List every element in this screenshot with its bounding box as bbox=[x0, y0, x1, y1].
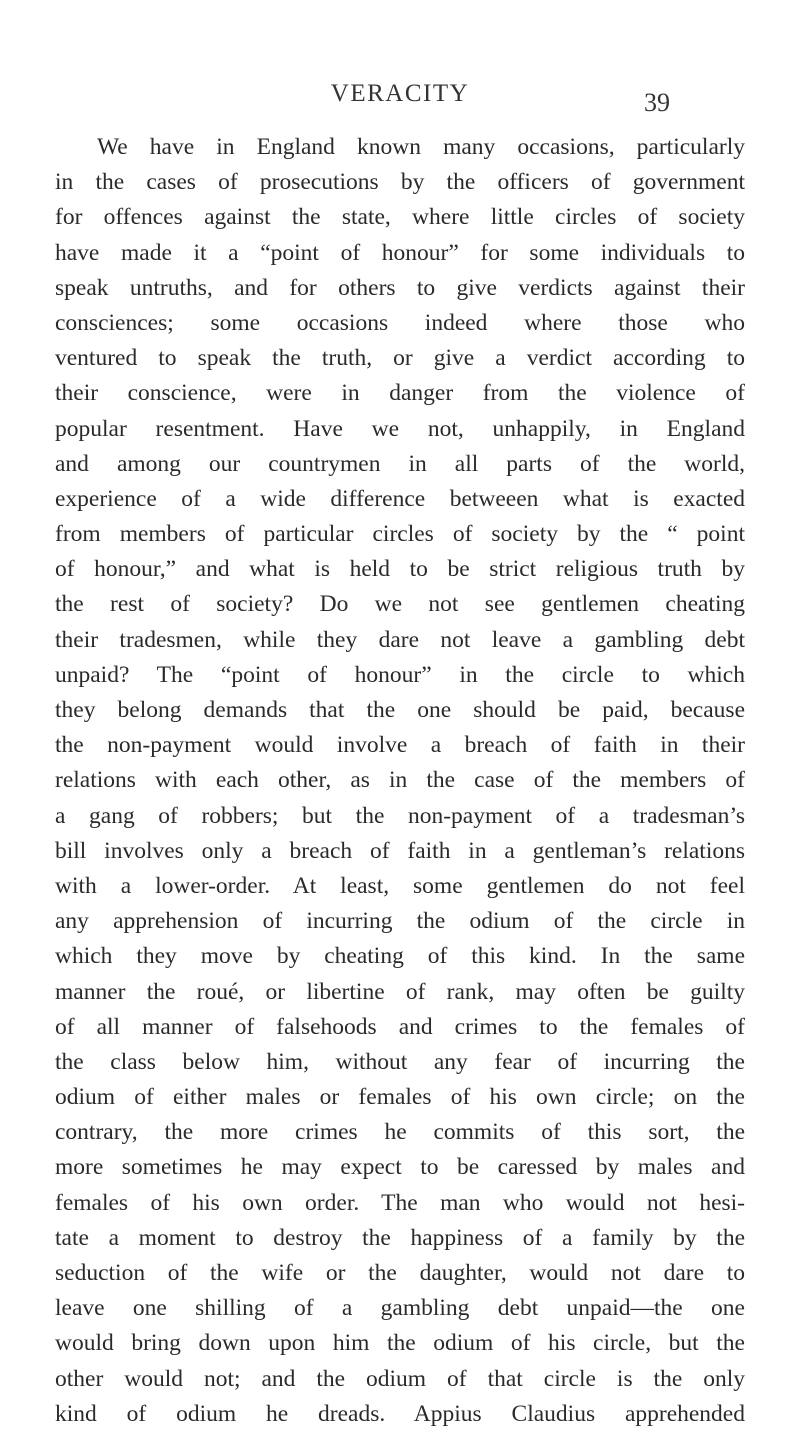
running-title: VERACITY bbox=[330, 80, 470, 107]
text-line: from members of particular circles of society by the “ point bbox=[55, 521, 745, 548]
text-line: their tradesmen, while they dare not leave a gambling debt bbox=[55, 626, 745, 653]
text-line: any apprehension of incurring the odium of the circle in bbox=[55, 908, 745, 935]
text-line: experience of a wide difference betweeen what is exacted bbox=[55, 485, 745, 512]
text-line: unpaid? The “point of honour” in the circle to which bbox=[55, 661, 745, 688]
text-line: females of his own order. The man who would not hesi- bbox=[55, 1189, 745, 1216]
text-line: We have in England known many occasions, particularly bbox=[97, 134, 745, 160]
text-line: for offences against the state, where little circles of society bbox=[55, 204, 745, 231]
page-number: 39 bbox=[644, 88, 670, 117]
text-line: kind of odium he dreads. Appius Claudius apprehended bbox=[55, 1400, 745, 1427]
text-line: more sometimes he may expect to be caressed by males and bbox=[55, 1154, 745, 1181]
running-head bbox=[0, 80, 800, 120]
text-line: have made it a “point of honour” for some individuals to bbox=[55, 239, 745, 266]
text-line: the non-payment would involve a breach of faith in their bbox=[55, 732, 745, 759]
body-paragraph bbox=[55, 130, 745, 1432]
text-line: odium of either males or females of his own circle; on the bbox=[55, 1084, 745, 1111]
text-line: the rest of society? Do we not see gentlemen cheating bbox=[55, 591, 745, 618]
text-line: leave one shilling of a gambling debt unpaid—the one bbox=[55, 1295, 745, 1322]
text-line: manner the roué, or libertine of rank, may often be guilty bbox=[55, 978, 745, 1005]
text-line: which they move by cheating of this kind. In the same bbox=[55, 943, 745, 970]
text-line: of all manner of falsehoods and crimes to the females of bbox=[55, 1013, 745, 1040]
text-line: and among our countrymen in all parts of the world, bbox=[55, 450, 745, 477]
text-line: the class below him, without any fear of incurring the bbox=[55, 1048, 745, 1075]
text-line: they belong demands that the one should be paid, because bbox=[55, 697, 745, 723]
text-line: a gang of robbers; but the non-payment of a tradesman’s bbox=[55, 802, 745, 829]
text-line: bill involves only a breach of faith in a gentleman’s relations bbox=[55, 837, 745, 864]
text-line: popular resentment. Have we not, unhappily, in England bbox=[55, 415, 745, 442]
text-line: other would not; and the odium of that circle is the only bbox=[55, 1365, 745, 1392]
text-line: seduction of the wife or the daughter, would not dare to bbox=[55, 1260, 745, 1286]
text-line: ventured to speak the truth, or give a verdict according to bbox=[55, 345, 745, 372]
text-line: of honour,” and what is held to be strict religious truth by bbox=[55, 556, 745, 583]
text-line: tate a moment to destroy the happiness of a family by the bbox=[55, 1224, 745, 1251]
text-line: with a lower-order. At least, some gentlemen do not feel bbox=[55, 872, 745, 899]
text-line: consciences; some occasions indeed where those who bbox=[55, 309, 745, 336]
text-line: in the cases of prosecutions by the officers of government bbox=[55, 169, 745, 196]
text-line: relations with each other, as in the case of the members of bbox=[55, 767, 745, 794]
text-line: their conscience, were in danger from the violence of bbox=[55, 380, 745, 407]
text-line: speak untruths, and for others to give verdicts against their bbox=[55, 274, 745, 301]
text-line: would bring down upon him the odium of his circle, but the bbox=[55, 1330, 745, 1357]
text-line: contrary, the more crimes he commits of this sort, the bbox=[55, 1119, 745, 1146]
